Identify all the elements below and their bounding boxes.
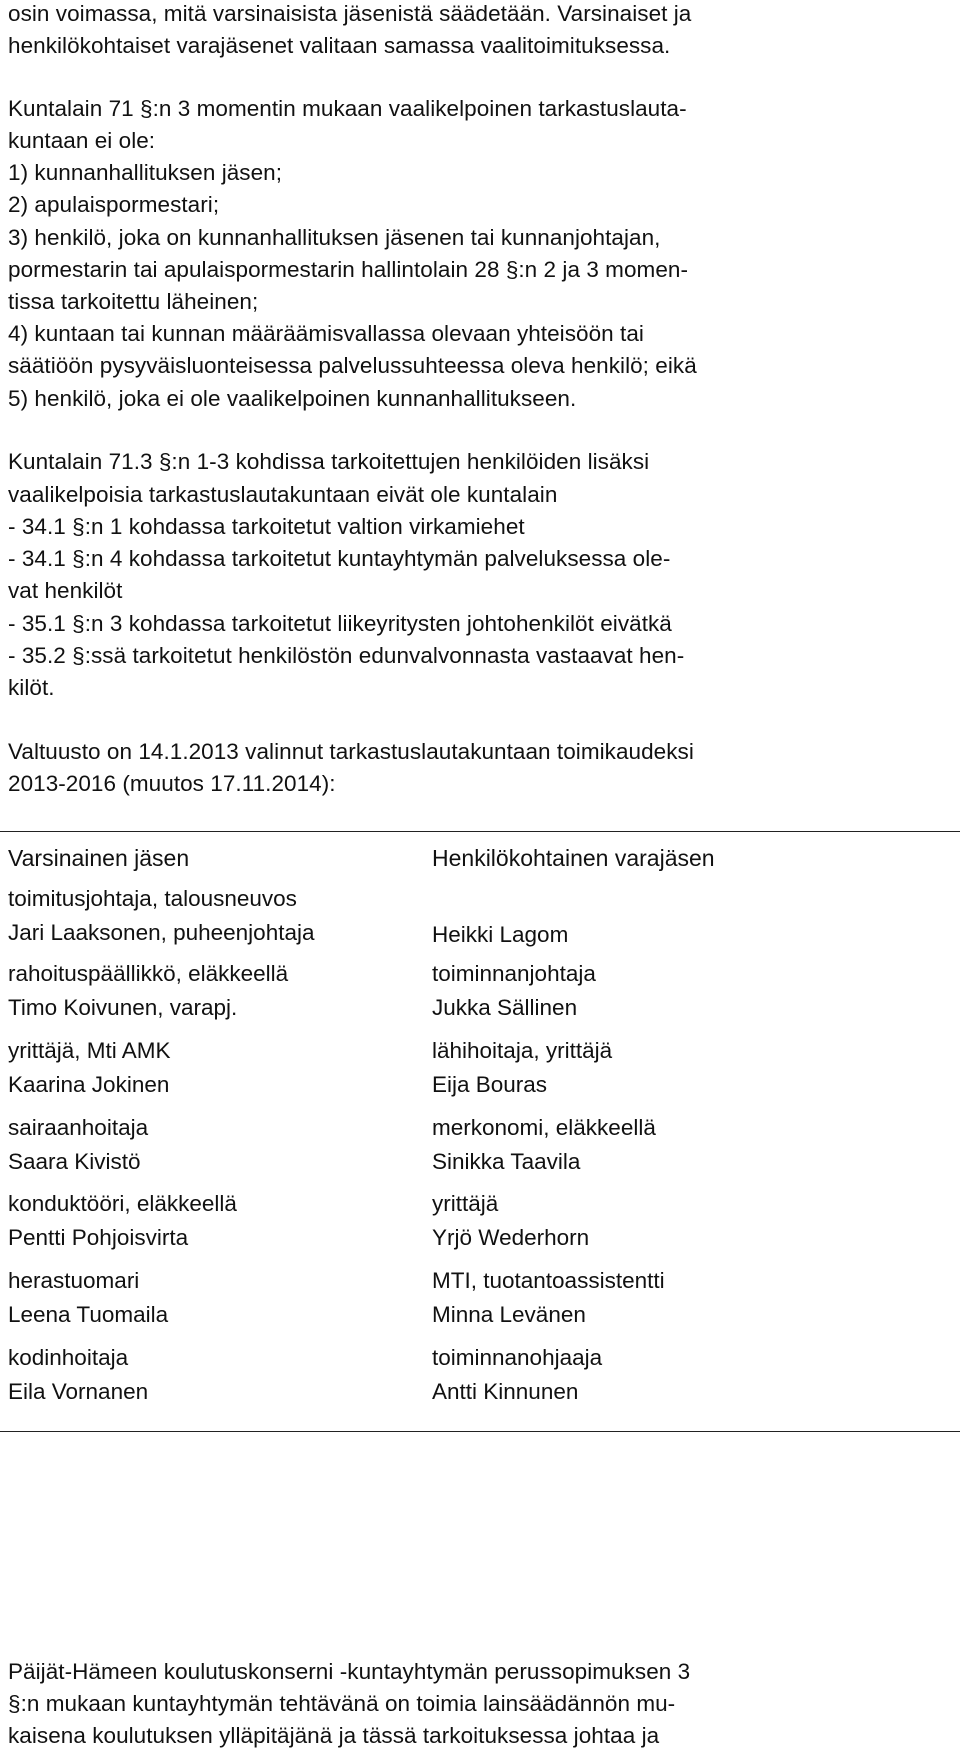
text-line: 1) kunnanhallituksen jäsen; [8, 160, 283, 185]
deputy-title: merkonomi, eläkkeellä [432, 1115, 656, 1140]
member-name: Eila Vornanen [8, 1379, 149, 1404]
member-title: rahoituspäällikkö, eläkkeellä [8, 961, 289, 986]
member-title: toimitusjohtaja, talousneuvos [8, 886, 297, 911]
text-line: kilöt. [8, 675, 55, 700]
text-line: Päijät-Hämeen koulutuskonserni -kuntayhtymän perussopimuksen 3 [8, 1659, 691, 1684]
member-title: herastuomari [8, 1268, 140, 1293]
deputy-name: Antti Kinnunen [432, 1379, 579, 1404]
deputy-title: yrittäjä [432, 1191, 499, 1216]
text-line: osin voimassa, mitä varsinaisista jäsenistä säädetään. Varsinaiset ja [8, 1, 692, 26]
member-name: Pentti Pohjoisvirta [8, 1225, 189, 1250]
member-name: Jari Laaksonen, puheenjohtaja [8, 920, 315, 945]
deputy-name: Heikki Lagom [432, 922, 569, 947]
member-name: Saara Kivistö [8, 1149, 141, 1174]
text-line: §:n mukaan kuntayhtymän tehtävänä on toimia lainsäädännön mu- [8, 1691, 676, 1716]
deputy-name: Minna Levänen [432, 1302, 586, 1327]
text-line: säätiöön pysyväisluonteisessa palvelussuhteessa oleva henkilö; eikä [8, 353, 697, 378]
text-line: kaisena koulutuksen ylläpitäjänä ja tässä tarkoituksessa johtaa ja [8, 1723, 660, 1748]
text-line: 2013-2016 (muutos 17.11.2014): [8, 771, 336, 796]
deputy-title: lähihoitaja, yrittäjä [432, 1038, 613, 1063]
text-line: - 34.1 §:n 4 kohdassa tarkoitetut kuntayhtymän palveluksessa ole- [8, 546, 671, 571]
text-line: kuntaan ei ole: [8, 128, 156, 153]
text-line: - 35.2 §:ssä tarkoitetut henkilöstön edunvalvonnasta vastaavat hen- [8, 643, 685, 668]
deputy-title: toiminnanohjaaja [432, 1345, 603, 1370]
member-column-header: Varsinainen jäsen [8, 845, 190, 871]
text-line: henkilökohtaiset varajäsenet valitaan samassa vaalitoimituksessa. [8, 33, 671, 58]
member-name: Timo Koivunen, varapj. [8, 995, 238, 1020]
table-top-rule [0, 831, 960, 832]
text-line: 3) henkilö, joka on kunnanhallituksen jäsenen tai kunnanjohtajan, [8, 225, 661, 250]
text-line: pormestarin tai apulaispormestarin hallintolain 28 §:n 2 ja 3 momen- [8, 257, 689, 282]
text-line: vaalikelpoisia tarkastuslautakuntaan eivät ole kuntalain [8, 482, 558, 507]
text-line: 2) apulaispormestari; [8, 192, 220, 217]
table-bottom-rule [0, 1431, 960, 1432]
deputy-name: Yrjö Wederhorn [432, 1225, 590, 1250]
deputy-column-header: Henkilökohtainen varajäsen [432, 845, 715, 871]
deputy-title: MTI, tuotantoassistentti [432, 1268, 665, 1293]
text-line: Valtuusto on 14.1.2013 valinnut tarkastuslautakuntaan toimikaudeksi [8, 739, 694, 764]
member-title: konduktööri, eläkkeellä [8, 1191, 237, 1216]
text-line: 5) henkilö, joka ei ole vaalikelpoinen kunnanhallitukseen. [8, 386, 577, 411]
deputy-name: Eija Bouras [432, 1072, 548, 1097]
text-line: tissa tarkoitettu läheinen; [8, 289, 259, 314]
deputy-title: toiminnanjohtaja [432, 961, 596, 986]
member-title: yrittäjä, Mti AMK [8, 1038, 171, 1063]
text-line: vat henkilöt [8, 578, 123, 603]
text-line: Kuntalain 71 §:n 3 momentin mukaan vaalikelpoinen tarkastuslauta- [8, 96, 687, 121]
deputy-name: Sinikka Taavila [432, 1149, 581, 1174]
text-line: Kuntalain 71.3 §:n 1-3 kohdissa tarkoitettujen henkilöiden lisäksi [8, 449, 650, 474]
text-line: 4) kuntaan tai kunnan määräämisvallassa olevaan yhteisöön tai [8, 321, 644, 346]
deputy-name: Jukka Sällinen [432, 995, 578, 1020]
member-title: sairaanhoitaja [8, 1115, 149, 1140]
member-name: Kaarina Jokinen [8, 1072, 170, 1097]
text-line: - 34.1 §:n 1 kohdassa tarkoitetut valtion virkamiehet [8, 514, 525, 539]
text-line: - 35.1 §:n 3 kohdassa tarkoitetut liikeyritysten johtohenkilöt eivätkä [8, 611, 672, 636]
member-title: kodinhoitaja [8, 1345, 129, 1370]
member-name: Leena Tuomaila [8, 1302, 169, 1327]
